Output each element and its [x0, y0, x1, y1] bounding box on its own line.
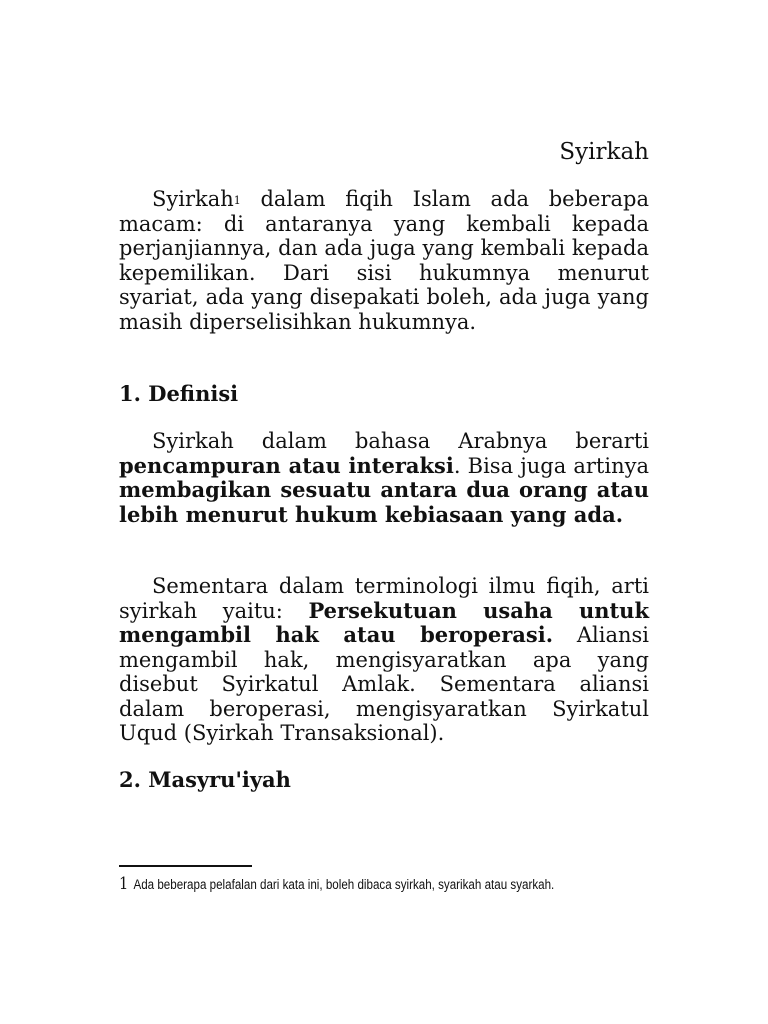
footnote-reference[interactable]: 1 — [233, 194, 241, 207]
footnote-number: 1 — [119, 874, 129, 894]
text-segment: Aliansi mengambil hak, mengisyaratkan apa yang disebut Syirkatul Amlak. Sementara aliansi dalam beroperasi, mengisyaratkan Syirkatul Uqud (Syirkah Transaksional). — [119, 623, 650, 745]
page-title: Syirkah — [559, 139, 649, 165]
text-segment: Sementara dalam terminologi ilmu fiqih, arti syirkah yaitu: — [119, 574, 649, 623]
intro-paragraph — [119, 187, 649, 334]
bold-term: pencampuran atau interaksi — [119, 452, 454, 478]
text-segment: . Bisa juga artinya — [453, 453, 649, 478]
footnote-divider — [119, 865, 252, 867]
text-segment: Syirkah dalam bahasa Arabnya berarti — [152, 429, 649, 453]
intro-text: dalam fiqih Islam ada beberapa macam: di antaranya yang kembali kepada perjanjiannya, dan ada juga yang kembali kepada kepemilikan. Dari sisi hukumnya menurut syariat, ada yang disepakati boleh, ada juga yang masih diperselisihkan hukumnya. — [119, 187, 649, 334]
footnote — [119, 874, 601, 895]
section-heading-masyruiyah: 2. Masyru'iyah — [119, 767, 291, 792]
bold-term: membagikan sesuatu antara dua orang atau lebih menurut hukum kebiasaan yang ada. — [119, 477, 649, 527]
bold-term: Persekutuan usaha untuk mengambil hak atau beroperasi. — [119, 597, 649, 647]
section-heading-definisi: 1. Definisi — [119, 381, 239, 406]
definition-paragraph-terminology — [119, 574, 649, 746]
footnote-text: Ada beberapa pelafalan dari kata ini, boleh dibaca syirkah, syarikah atau syarkah. — [133, 877, 555, 892]
definition-paragraph-language — [119, 429, 649, 527]
intro-term: Syirkah — [152, 187, 234, 211]
